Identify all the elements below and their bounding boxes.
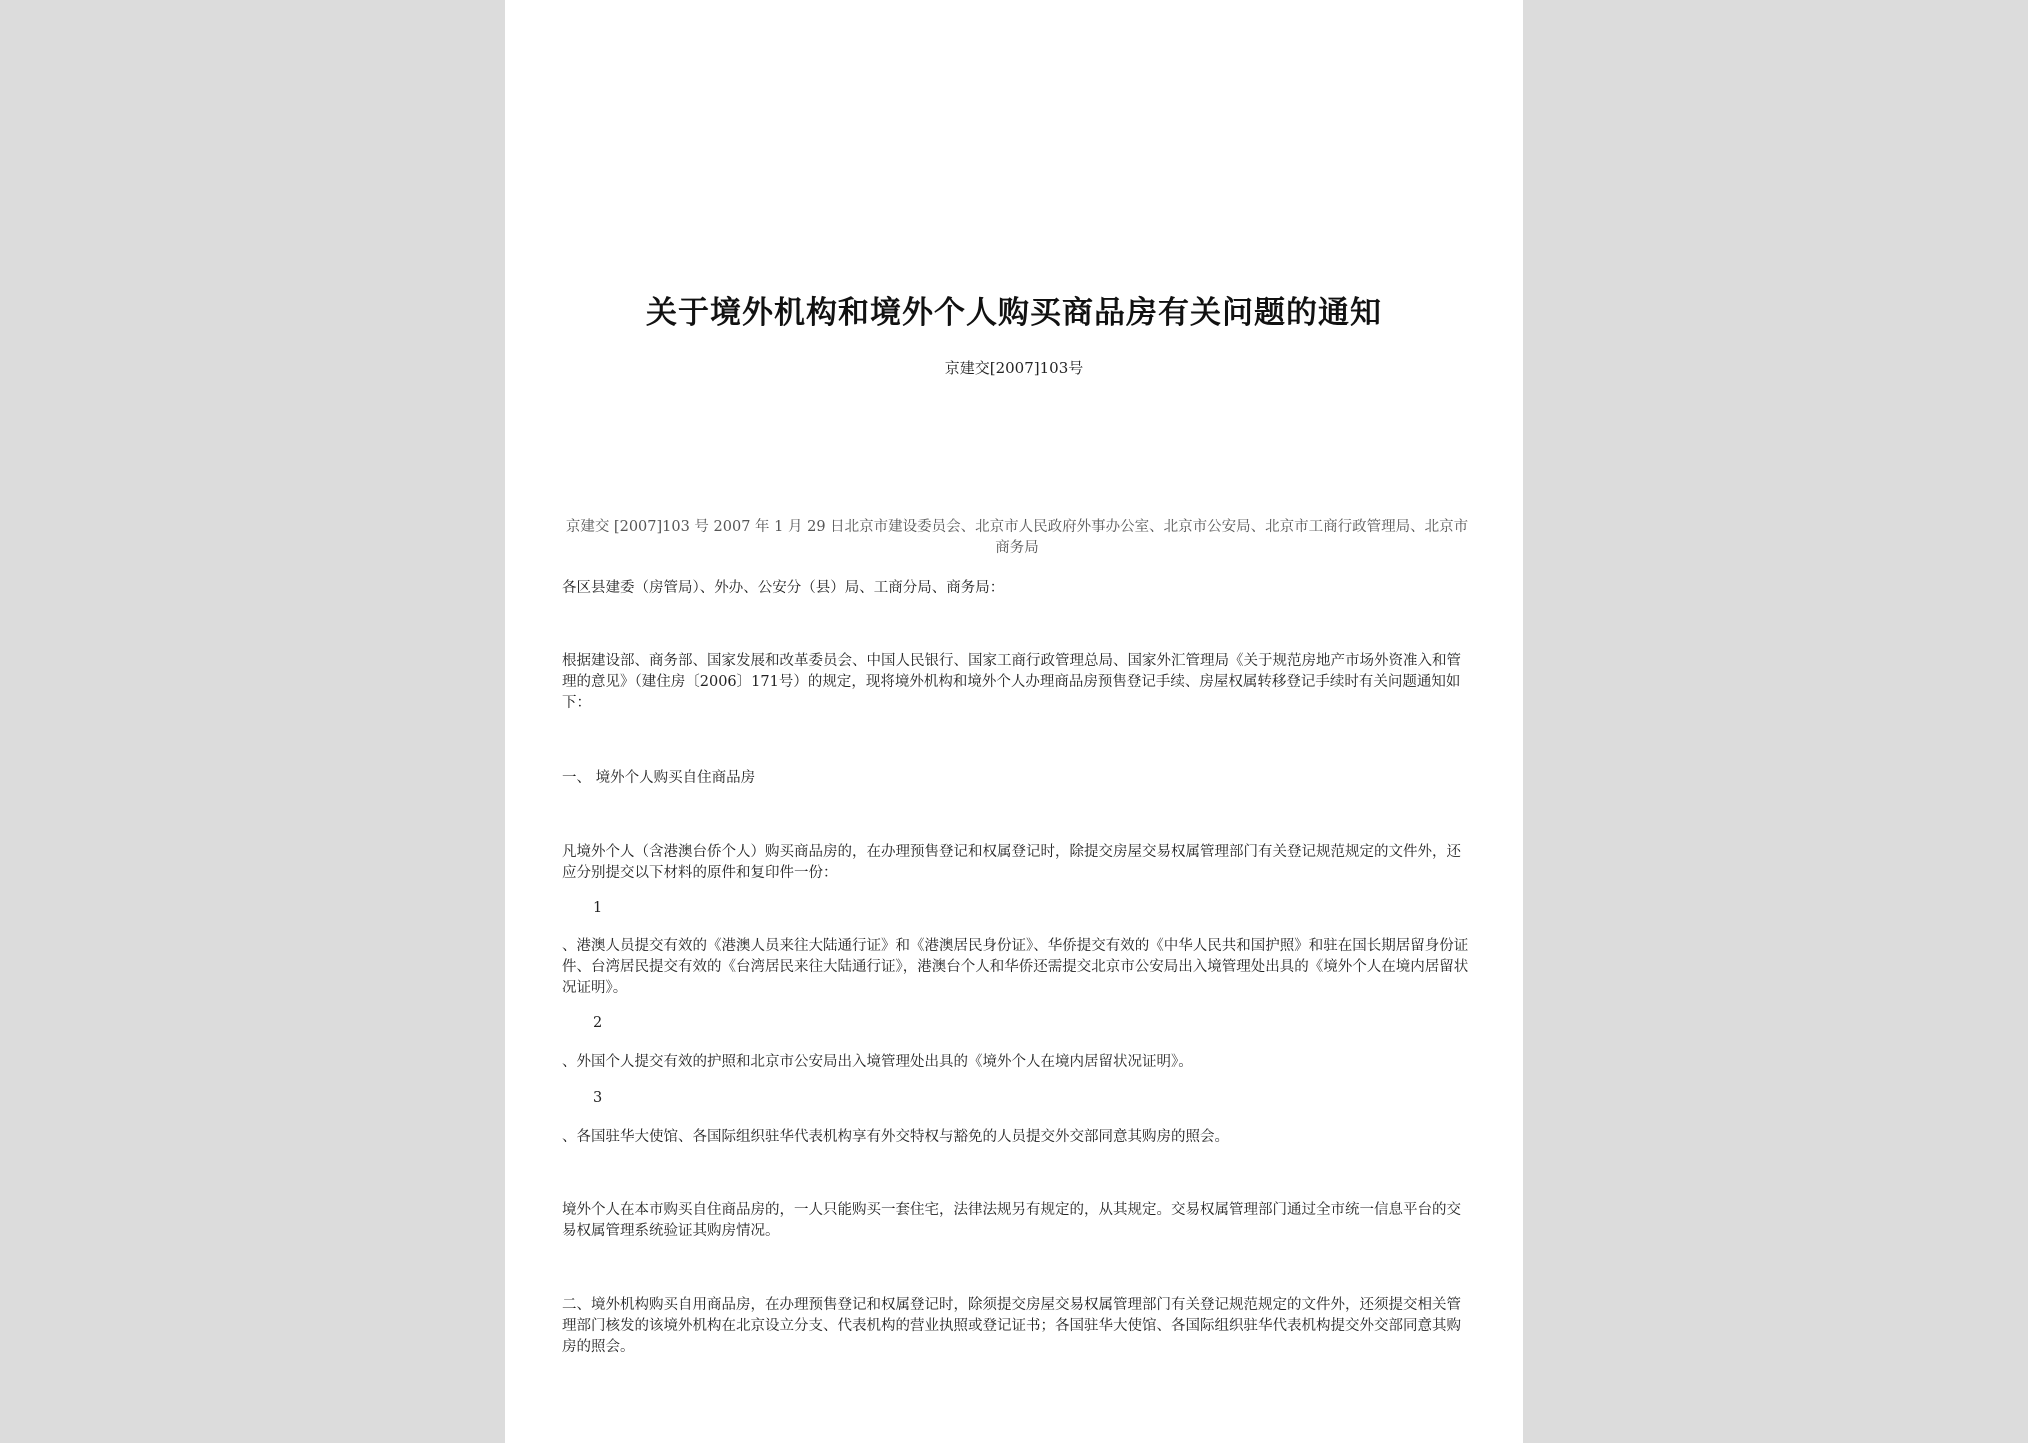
- item-2-text: 、外国个人提交有效的护照和北京市公安局出入境管理处出具的《境外个人在境内居留状况证明》。: [562, 1054, 1193, 1070]
- document-title: 关于境外机构和境外个人购买商品房有关问题的通知: [646, 295, 1382, 331]
- item-1-text: 、港澳人员提交有效的《港澳人员来往大陆通行证》和《港澳居民身份证》、华侨提交有效的《中华人民共和国护照》和驻在国长期居留身份证件、台湾居民提交有效的《台湾居民来往大陆通行证》，港澳台个人和华侨还需提交北京市公安局出入境管理处出具的《境外个人在境内居留状况证明》。: [562, 938, 1469, 996]
- document-page: [505, 0, 1523, 1443]
- addressees: 各区县建委（房管局）、外办、公安分（县）局、工商分局、商务局：: [562, 580, 1005, 596]
- issuer-line: 京建交 [2007]103 号 2007 年 1 月 29 日北京市建设委员会、北京市人民政府外事办公室、北京市公安局、北京市工商行政管理局、北京市商务局: [565, 519, 1469, 556]
- section-1-paragraph: 凡境外个人（含港澳台侨个人）购买商品房的，在办理预售登记和权属登记时，除提交房屋交易权属管理部门有关登记规范规定的文件外，还应分别提交以下材料的原件和复印件一份：: [562, 844, 1461, 881]
- purchase-limit-paragraph: 境外个人在本市购买自住商品房的，一人只能购买一套住宅，法律法规另有规定的，从其规定。交易权属管理部门通过全市统一信息平台的交易权属管理系统验证其购房情况。: [562, 1202, 1461, 1239]
- item-2-number: 2: [593, 1015, 603, 1031]
- section-1-heading: 一、 境外个人购买自住商品房: [562, 770, 756, 786]
- item-3-number: 3: [593, 1090, 603, 1106]
- document-number: 京建交[2007]103号: [944, 359, 1084, 377]
- section-2-paragraph: 二、境外机构购买自用商品房，在办理预售登记和权属登记时，除须提交房屋交易权属管理部门有关登记规范规定的文件外，还须提交相关管理部门核发的该境外机构在北京设立分支、代表机构的营业执照或登记证书；各国驻华大使馆、各国际组织驻华代表机构提交外交部同意其购房的照会。: [562, 1297, 1461, 1355]
- item-1-number: 1: [593, 900, 603, 916]
- item-3-text: 、各国驻华大使馆、各国际组织驻华代表机构享有外交特权与豁免的人员提交外交部同意其购房的照会。: [562, 1129, 1229, 1145]
- intro-paragraph: 根据建设部、商务部、国家发展和改革委员会、中国人民银行、国家工商行政管理总局、国家外汇管理局《关于规范房地产市场外资准入和管理的意见》（建住房〔2006〕171号）的规定，现将境外机构和境外个人办理商品房预售登记手续、房屋权属转移登记手续时有关问题通知如下：: [562, 653, 1461, 711]
